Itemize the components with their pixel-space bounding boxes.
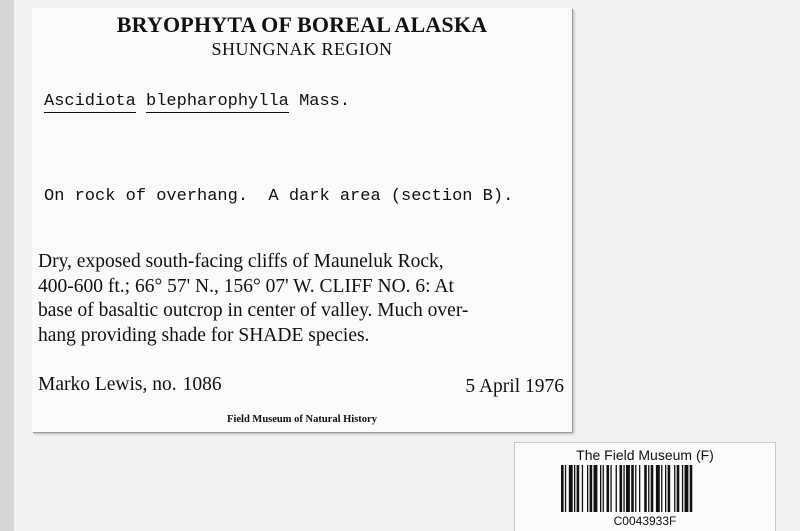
barcode-stripe: [674, 465, 675, 512]
barcode-stripe: [651, 465, 654, 512]
barcode-stripe: [623, 465, 624, 512]
herbarium-sheet: [14, 0, 800, 531]
barcode-stripe: [677, 465, 680, 512]
label-title: BRYOPHYTA OF BOREAL ALASKA: [116, 12, 488, 37]
collector-info: [38, 374, 222, 396]
barcode-stripe: [685, 465, 689, 512]
taxon-name: [44, 92, 350, 113]
barcode-stripe: [565, 465, 566, 512]
barcode-stripe: [631, 465, 634, 512]
barcode-stripe: [582, 465, 583, 512]
taxon-author: Mass.: [299, 92, 351, 111]
barcode-stripe: [590, 465, 593, 512]
barcode-stripe: [648, 465, 649, 512]
specimen-note: On rock of overhang. A dark area (section B).: [44, 187, 514, 206]
label-subtitle: SHUNGNAK REGION: [211, 39, 393, 59]
barcode-stripe: [603, 465, 604, 512]
barcode-stripe: [561, 465, 564, 512]
barcode-stripe: [616, 465, 617, 512]
taxon-genus: Ascidiota: [44, 92, 136, 111]
barcode-stripe: [661, 465, 662, 512]
collection-date: 5 April 1976: [465, 376, 564, 397]
habitat-description: [38, 250, 566, 348]
barcode-stripe: [574, 465, 575, 512]
specimen-label: [32, 8, 572, 432]
barcode-stripe: [639, 465, 640, 512]
barcode-stripe: [690, 465, 693, 512]
barcode-stripe: [682, 465, 683, 512]
barcode-stripe: [626, 465, 630, 512]
barcode-stripe: [594, 465, 598, 512]
barcode-bars: [561, 465, 729, 512]
barcode-stripe: [665, 465, 666, 512]
collector-name: Marko Lewis, no.: [38, 374, 177, 395]
barcode-stripe: [644, 465, 647, 512]
barcode-stripe: [668, 465, 671, 512]
institution-name: Field Museum of Natural History: [227, 414, 377, 425]
barcode-stripe: [635, 465, 636, 512]
habitat-line: hang providing shade for SHADE species.: [38, 324, 370, 346]
barcode-stripe: [587, 465, 588, 512]
barcode-tag: [515, 443, 775, 531]
habitat-line: base of basaltic outcrop in center of valley. Much over-: [38, 300, 469, 322]
barcode-stripe: [656, 465, 660, 512]
barcode-stripe: [610, 465, 611, 512]
taxon-species: blepharophylla: [146, 92, 289, 111]
habitat-line: 400-600 ft.; 66° 57' N., 156° 07' W. CLIFF NO. 6: At: [38, 275, 454, 297]
barcode-number: C0043933F: [613, 514, 677, 528]
barcode-stripe: [607, 465, 610, 512]
collector-number: 1086: [182, 374, 222, 395]
barcode-stripe: [577, 465, 580, 512]
barcode-title: The Field Museum (F): [576, 447, 714, 463]
barcode-stripe: [569, 465, 573, 512]
barcode-stripe: [600, 465, 601, 512]
habitat-line: Dry, exposed south-facing cliffs of Mauneluk Rock,: [38, 251, 444, 272]
barcode-stripe: [620, 465, 623, 512]
